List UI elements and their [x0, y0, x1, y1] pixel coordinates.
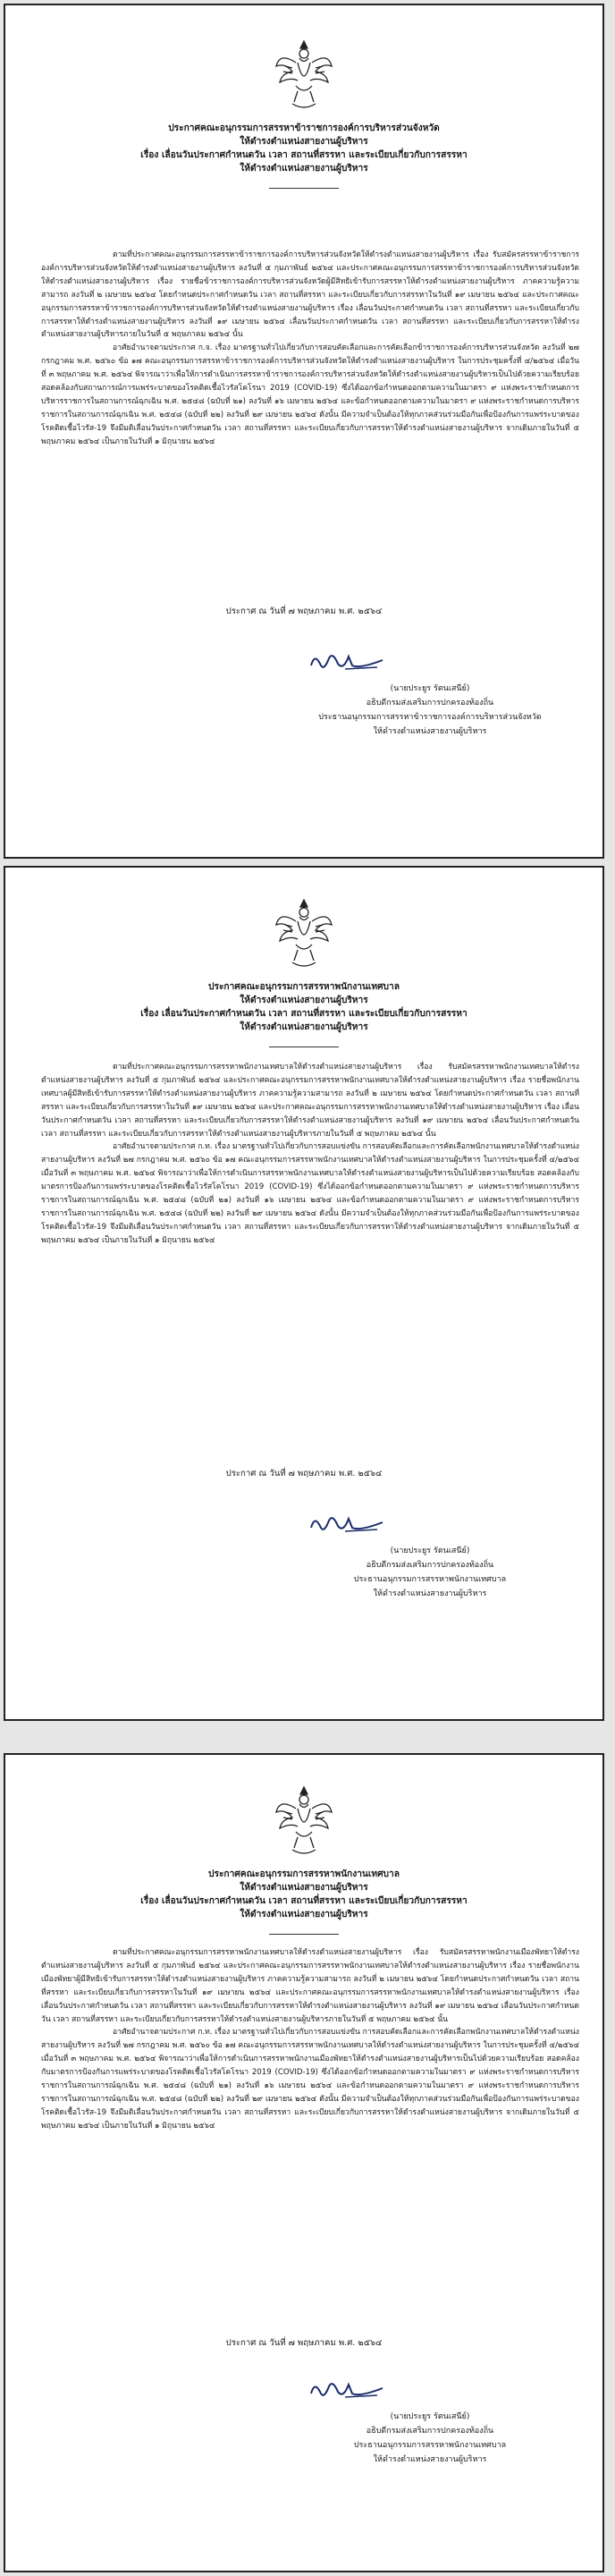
body-paragraph-1: ตามที่ประกาศคณะอนุกรรมการสรรหาข้าราชการองค์การบริหารส่วนจังหวัดให้ดำรงตำแหน่งสายงานผู้บริหาร เรื่อง รับสมัครสรรหาข้าราชการองค์การบริหารส่วนจังหวัดให้ดำรงตำแหน่งสายงานผู้บริหาร ลงวันที่ ๕ กุมภาพันธ์ ๒๕๖๔ และประกาศคณะอนุกรรมการสรรหาข้าราชการองค์การบริหารส่วนจังหวัดให้ดำรงตำแหน่งสายงานผู้บริหาร เรื่อง รายชื่อข้าราชการองค์การบริหารส่วนจังหวัดผู้มีสิทธิเข้ารับการสรรหาให้ดำรงตำแหน่งสายงานผู้บริหาร ภาคความรู้ความสามารถ ลงวันที่ ๒ เมษายน ๒๕๖๔ โดยกำหนดประกาศกำหนดวัน เวลา สถานที่สรรหา และระเบียบเกี่ยวกับการสรรหาในวันที่ ๑๙ เมษายน ๒๕๖๔ และประกาศคณะอนุกรรมการสรรหาข้าราชการองค์การบริหารส่วนจังหวัดให้ดำรงตำแหน่งสายงานผู้บริหาร เรื่อง เลื่อนวันประกาศกำหนดวัน เวลา สถานที่สรรหา และระเบียบเกี่ยวกับการสรรหาให้ดำรงตำแหน่งสายงานผู้บริหาร ลงวันที่ ๑๙ เมษายน ๒๕๖๔ เลื่อนวันประกาศกำหนดวัน เวลา สถานที่สรรหา และระเบียบเกี่ยวกับการสรรหาให้ดำรงตำแหน่งสายงานผู้บริหารภายในวันที่ ๕ พฤษภาคม ๒๕๖๔ นั้น — [41, 250, 579, 340]
announcement-date: ประกาศ ณ วันที่ ๗ พฤษภาคม พ.ศ. ๒๕๖๔ — [225, 2338, 383, 2348]
body-paragraph-2: อาศัยอำนาจตามประกาศ ก.ท. เรื่อง มาตรฐานทั่วไปเกี่ยวกับการสอบแข่งขัน การสอบคัดเลือกและการคัดเลือกพนักงานเทศบาลให้ดำรงตำแหน่งสายงานผู้บริหาร ลงวันที่ ๒๗ กรกฎาคม พ.ศ. ๒๕๖๐ ข้อ ๑๗ คณะอนุกรรมการสรรหาพนักงานเทศบาลให้ดำรงตำแหน่งสายงานผู้บริหาร ในการประชุมครั้งที่ ๔/๒๕๖๔ เมื่อวันที่ ๓ พฤษภาคม พ.ศ. ๒๕๖๔ พิจารณาว่าเพื่อให้การดำเนินการสรรหาพนักงานเมืองพัทยาให้ดำรงตำแหน่งสายงานผู้บริหารเป็นไปด้วยความเรียบร้อย สอดคล้องกับมาตรการป้องกันการแพร่ระบาดของโรคติดเชื้อไวรัสโคโรนา 2019 (COVID-19) ซึ่งได้ออกข้อกำหนดออกตามความในมาตรา ๙ แห่งพระราชกำหนดการบริหารราชการในสถานการณ์ฉุกเฉิน พ.ศ. ๒๕๔๘ (ฉบับที่ ๒๑) ลงวันที่ ๑๖ เมษายน ๒๕๖๔ และข้อกำหนดออกตามความในมาตรา ๙ แห่งพระราชกำหนดการบริหารราชการในสถานการณ์ฉุกเฉิน พ.ศ. ๒๕๔๘ (ฉบับที่ ๒๒) ลงวันที่ ๒๙ เมษายน ๒๕๖๔ ดังนั้น มีความจำเป็นต้องให้ทุกภาคส่วนร่วมมือกันเพื่อป้องกันการแพร่ระบาดของโรคติดเชื้อไวรัส-19 จึงมีมติเลื่อนวันประกาศกำหนดวัน เวลา สถานที่สรรหา และระเบียบเกี่ยวกับการสรรหาให้ดำรงตำแหน่งสายงานผู้บริหาร จากเดิมภายในวันที่ ๕ พฤษภาคม ๒๕๖๔ เป็นภายในวันที่ ๑ มิถุนายน ๒๕๖๔ — [41, 2028, 579, 2131]
signer-block — [274, 2410, 586, 2467]
signature-icon — [302, 1510, 392, 1537]
title-line-2: ให้ดำรงตำแหน่งสายงานผู้บริหาร — [240, 137, 368, 147]
title-line-3: เรื่อง เลื่อนวันประกาศกำหนดวัน เวลา สถานที่สรรหา และระเบียบเกี่ยวกับการสรรหา — [140, 150, 468, 160]
title-divider — [269, 1934, 339, 1935]
signature-icon — [302, 2376, 392, 2402]
title-line-4: ให้ดำรงตำแหน่งสายงานผู้บริหาร — [240, 1022, 368, 1032]
signer-role: ประธานอนุกรรมการสรรหาพนักงานเทศบาล — [353, 1575, 507, 1584]
announcement-date: ประกาศ ณ วันที่ ๗ พฤษภาคม พ.ศ. ๒๕๖๔ — [225, 606, 383, 616]
body-paragraph-1: ตามที่ประกาศคณะอนุกรรมการสรรหาพนักงานเทศบาลให้ดำรงตำแหน่งสายงานผู้บริหาร เรื่อง รับสมัครสรรหาพนักงานเมืองพัทยาให้ดำรงตำแหน่งสายงานผู้บริหาร ลงวันที่ ๕ กุมภาพันธ์ ๒๕๖๔ และประกาศคณะอนุกรรมการสรรหาพนักงานเทศบาลให้ดำรงตำแหน่งสายงานผู้บริหาร เรื่อง รายชื่อพนักงานเมืองพัทยาผู้มีสิทธิเข้ารับการสรรหาให้ดำรงตำแหน่งสายงานผู้บริหาร ภาคความรู้ความสามารถ ลงวันที่ ๒ เมษายน ๒๕๖๔ โดยกำหนดประกาศกำหนดวัน เวลา สถานที่สรรหา และระเบียบเกี่ยวกับการสรรหาในวันที่ ๑๙ เมษายน ๒๕๖๔ และประกาศคณะอนุกรรมการสรรหาพนักงานเทศบาลให้ดำรงตำแหน่งสายงานผู้บริหาร เรื่อง เลื่อนวันประกาศกำหนดวัน เวลา สถานที่สรรหา และระเบียบเกี่ยวกับการสรรหาให้ดำรงตำแหน่งสายงานผู้บริหาร ลงวันที่ ๑๙ เมษายน ๒๕๖๔ เลื่อนวันประกาศกำหนดวัน เวลา สถานที่สรรหา และระเบียบเกี่ยวกับการสรรหาให้ดำรงตำแหน่งสายงานผู้บริหารภายในวันที่ ๕ พฤษภาคม ๒๕๖๔ นั้น — [41, 1948, 579, 2024]
announcement-date: ประกาศ ณ วันที่ ๗ พฤษภาคม พ.ศ. ๒๕๖๔ — [225, 1469, 383, 1479]
title-line-1: ประกาศคณะอนุกรรมการสรรหาข้าราชการองค์การบริหารส่วนจังหวัด — [168, 123, 440, 133]
garuda-emblem-icon — [273, 36, 335, 113]
signer-name: (นายประยูร รัตนเสนีย์) — [390, 2412, 470, 2421]
title-line-3: เรื่อง เลื่อนวันประกาศกำหนดวัน เวลา สถานที่สรรหา และระเบียบเกี่ยวกับการสรรหา — [140, 1009, 468, 1019]
body-paragraph-2: อาศัยอำนาจตามประกาศ ก.จ. เรื่อง มาตรฐานทั่วไปเกี่ยวกับการสอบคัดเลือกและการคัดเลือกข้าราชการองค์การบริหารส่วนจังหวัด ลงวันที่ ๒๗ กรกฎาคม พ.ศ. ๒๕๖๐ ข้อ ๑๗ คณะอนุกรรมการสรรหาข้าราชการองค์การบริหารส่วนจังหวัดให้ดำรงตำแหน่งสายงานผู้บริหาร ในการประชุมครั้งที่ ๔/๒๕๖๔ เมื่อวันที่ ๓ พฤษภาคม พ.ศ. ๒๕๖๔ พิจารณาว่าเพื่อให้การดำเนินการสรรหาข้าราชการองค์การบริหารส่วนจังหวัดให้ดำรงตำแหน่งสายงานผู้บริหารเป็นไปด้วยความเรียบร้อย สอดคล้องกับสถานการณ์การแพร่ระบาดของโรคติดเชื้อไวรัสโคโรนา 2019 (COVID-19) ซึ่งได้ออกข้อกำหนดออกตามความในมาตรา ๙ แห่งพระราชกำหนดการบริหารราชการในสถานการณ์ฉุกเฉิน พ.ศ. ๒๕๔๘ (ฉบับที่ ๒๑) ลงวันที่ ๑๖ เมษายน ๒๕๖๔ และข้อกำหนดออกตามความในมาตรา ๙ แห่งพระราชกำหนดการบริหารราชการในสถานการณ์ฉุกเฉิน พ.ศ. ๒๕๔๘ (ฉบับที่ ๒๒) ลงวันที่ ๒๙ เมษายน ๒๕๖๔ ดังนั้น มีความจำเป็นต้องให้ทุกภาคส่วนร่วมมือกันเพื่อป้องกันการแพร่ระบาดของโรคติดเชื้อไวรัส-19 จึงมีมติเลื่อนวันประกาศกำหนดวัน เวลา สถานที่สรรหา และระเบียบเกี่ยวกับการสรรหาให้ดำรงตำแหน่งสายงานผู้บริหาร จากเดิมภายในวันที่ ๕ พฤษภาคม ๒๕๖๔ เป็นภายในวันที่ ๑ มิถุนายน ๒๕๖๔ — [41, 343, 579, 446]
title-line-1: ประกาศคณะอนุกรรมการสรรหาพนักงานเทศบาล — [208, 1869, 400, 1879]
signer-title: อธิบดีกรมส่งเสริมการปกครองท้องถิ่น — [366, 2427, 494, 2436]
announcement-title — [5, 980, 602, 1034]
title-line-3: เรื่อง เลื่อนวันประกาศกำหนดวัน เวลา สถานที่สรรหา และระเบียบเกี่ยวกับการสรรหา — [140, 1896, 468, 1906]
body-paragraph-1: ตามที่ประกาศคณะอนุกรรมการสรรหาพนักงานเทศบาลให้ดำรงตำแหน่งสายงานผู้บริหาร เรื่อง รับสมัครสรรหาพนักงานเทศบาลให้ดำรงตำแหน่งสายงานผู้บริหาร ลงวันที่ ๕ กุมภาพันธ์ ๒๕๖๔ และประกาศคณะอนุกรรมการสรรหาพนักงานเทศบาลให้ดำรงตำแหน่งสายงานผู้บริหาร เรื่อง รายชื่อพนักงานเทศบาลผู้มีสิทธิเข้ารับการสรรหาให้ดำรงตำแหน่งสายงานผู้บริหาร ภาคความรู้ความสามารถ ลงวันที่ ๒ เมษายน ๒๕๖๔ โดยกำหนดประกาศกำหนดวัน เวลา สถานที่สรรหา และระเบียบเกี่ยวกับการสรรหาในวันที่ ๑๙ เมษายน ๒๕๖๔ และประกาศคณะอนุกรรมการสรรหาพนักงานเทศบาลให้ดำรงตำแหน่งสายงานผู้บริหาร เรื่อง เลื่อนวันประกาศกำหนดวัน เวลา สถานที่สรรหา และระเบียบเกี่ยวกับการสรรหาให้ดำรงตำแหน่งสายงานผู้บริหาร ลงวันที่ ๑๙ เมษายน ๒๕๖๔ เลื่อนวันประกาศกำหนดวัน เวลา สถานที่สรรหา และระเบียบเกี่ยวกับการสรรหาให้ดำรงตำแหน่งสายงานผู้บริหารภายในวันที่ ๕ พฤษภาคม ๒๕๖๔ นั้น — [41, 1063, 579, 1139]
signer-role-suffix: ให้ดำรงตำแหน่งสายงานผู้บริหาร — [373, 1589, 487, 1598]
body-paragraph-2: อาศัยอำนาจตามประกาศ ก.ท. เรื่อง มาตรฐานทั่วไปเกี่ยวกับการสอบแข่งขัน การสอบคัดเลือกและการคัดเลือกพนักงานเทศบาลให้ดำรงตำแหน่งสายงานผู้บริหาร ลงวันที่ ๒๗ กรกฎาคม พ.ศ. ๒๕๖๐ ข้อ ๑๗ คณะอนุกรรมการสรรหาพนักงานเทศบาลให้ดำรงตำแหน่งสายงานผู้บริหาร ในการประชุมครั้งที่ ๔/๒๕๖๔ เมื่อวันที่ ๓ พฤษภาคม พ.ศ. ๒๕๖๔ พิจารณาว่าเพื่อให้การดำเนินการสรรหาพนักงานเทศบาลให้ดำรงตำแหน่งสายงานผู้บริหารเป็นไปด้วยความเรียบร้อย สอดคล้องกับมาตรการป้องกันการแพร่ระบาดของโรคติดเชื้อไวรัสโคโรนา 2019 (COVID-19) ซึ่งได้ออกข้อกำหนดออกตามความในมาตรา ๙ แห่งพระราชกำหนดการบริหารราชการในสถานการณ์ฉุกเฉิน พ.ศ. ๒๕๔๘ (ฉบับที่ ๒๑) ลงวันที่ ๑๖ เมษายน ๒๕๖๔ และข้อกำหนดออกตามความในมาตรา ๙ แห่งพระราชกำหนดการบริหารราชการในสถานการณ์ฉุกเฉิน พ.ศ. ๒๕๔๘ (ฉบับที่ ๒๒) ลงวันที่ ๒๙ เมษายน ๒๕๖๔ ดังนั้น มีความจำเป็นต้องให้ทุกภาคส่วนร่วมมือกันเพื่อป้องกันการแพร่ระบาดของโรคติดเชื้อไวรัส-19 จึงมีมติเลื่อนวันประกาศกำหนดวัน เวลา สถานที่สรรหา และระเบียบเกี่ยวกับการสรรหาให้ดำรงตำแหน่งสายงานผู้บริหาร จากเดิมภายในวันที่ ๕ พฤษภาคม ๒๕๖๔ เป็นภายในวันที่ ๑ มิถุนายน ๒๕๖๔ — [41, 1142, 579, 1245]
announcement-body — [41, 249, 579, 449]
title-divider — [269, 188, 339, 189]
title-divider — [269, 1046, 339, 1047]
signer-role: ประธานอนุกรรมการสรรหาพนักงานเทศบาล — [353, 2441, 507, 2450]
signature-icon — [302, 648, 392, 674]
title-line-4: ให้ดำรงตำแหน่งสายงานผู้บริหาร — [240, 1910, 368, 1919]
signer-name: (นายประยูร รัตนเสนีย์) — [390, 1546, 470, 1555]
garuda-emblem-icon — [273, 1782, 335, 1859]
announcement-page-2 — [4, 866, 604, 1721]
announcement-body — [41, 1061, 579, 1248]
title-line-4: ให้ดำรงตำแหน่งสายงานผู้บริหาร — [240, 164, 368, 174]
signer-role: ประธานอนุกรรมการสรรหาข้าราชการองค์การบริหารส่วนจังหวัด — [318, 713, 542, 722]
announcement-page-3 — [4, 1753, 604, 2572]
signer-title: อธิบดีกรมส่งเสริมการปกครองท้องถิ่น — [366, 699, 494, 708]
announcement-body — [41, 1946, 579, 2133]
signer-block — [274, 682, 586, 739]
announcement-title — [5, 1868, 602, 1921]
title-line-1: ประกาศคณะอนุกรรมการสรรหาพนักงานเทศบาล — [208, 982, 400, 992]
announcement-title — [5, 122, 602, 175]
signer-block — [274, 1544, 586, 1601]
signer-role-suffix: ให้ดำรงตำแหน่งสายงานผู้บริหาร — [373, 2455, 487, 2464]
signer-title: อธิบดีกรมส่งเสริมการปกครองท้องถิ่น — [366, 1561, 494, 1570]
announcement-page-1 — [4, 4, 604, 859]
garuda-emblem-icon — [273, 894, 335, 971]
signer-role-suffix: ให้ดำรงตำแหน่งสายงานผู้บริหาร — [373, 727, 487, 736]
signer-name: (นายประยูร รัตนเสนีย์) — [390, 684, 470, 693]
title-line-2: ให้ดำรงตำแหน่งสายงานผู้บริหาร — [240, 1883, 368, 1893]
title-line-2: ให้ดำรงตำแหน่งสายงานผู้บริหาร — [240, 996, 368, 1005]
